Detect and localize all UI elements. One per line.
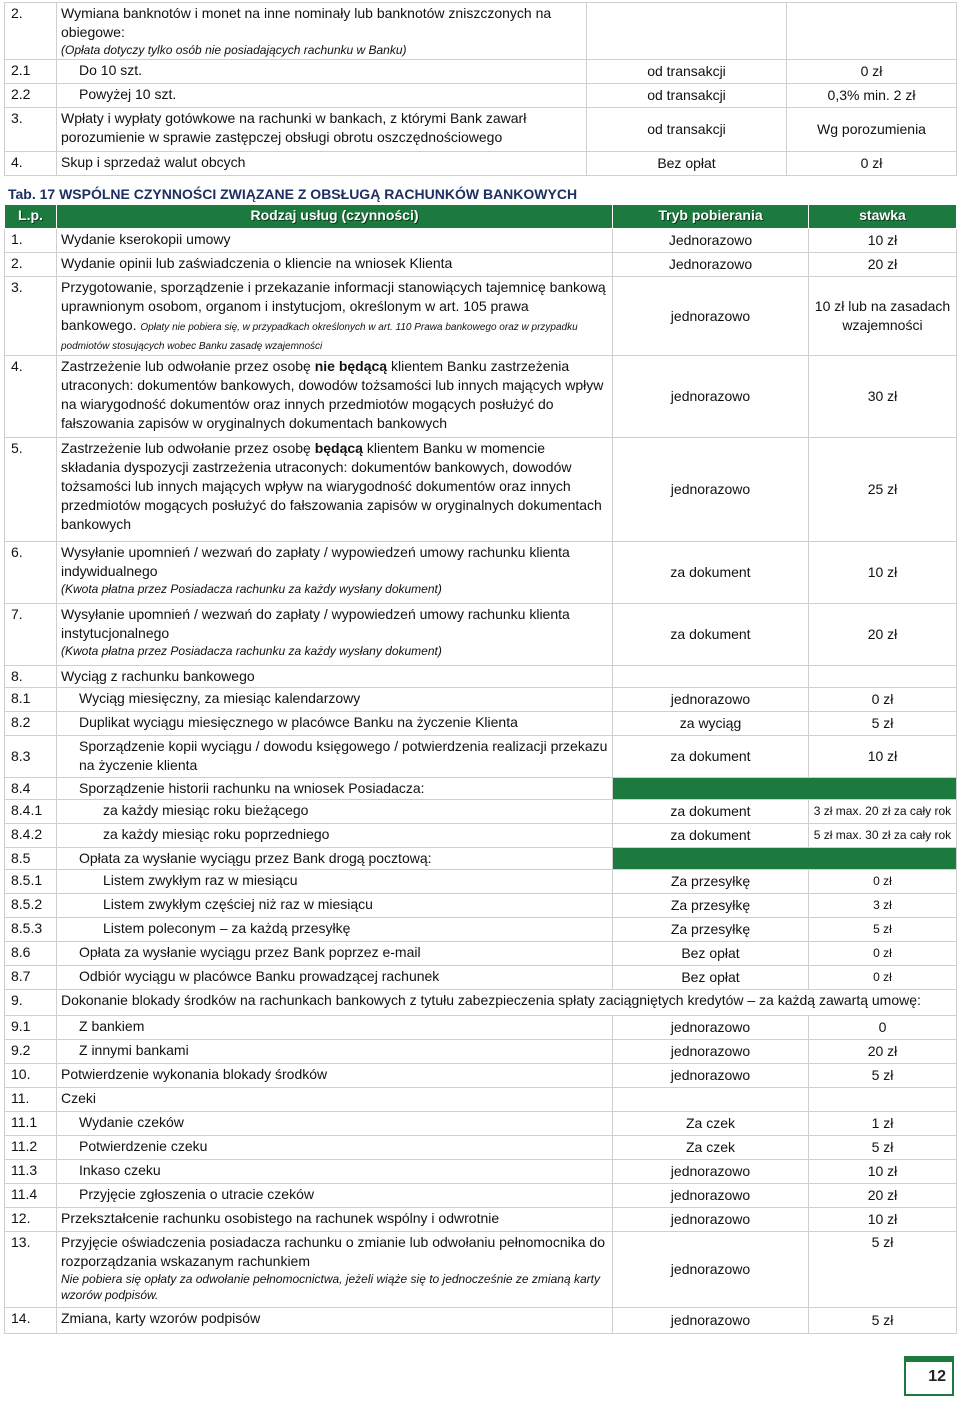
table-row (5, 688, 957, 712)
table-row (5, 1208, 957, 1232)
row-mode: jednorazowo (613, 1064, 809, 1088)
row-description: Duplikat wyciągu miesięcznego w placówce Banku na życzenie Klienta (57, 712, 613, 736)
row-description: Wymiana banknotów i monet na inne nominały lub banknotów zniszczonych na obiegowe: (Opłata dotyczy tylko osób nie posiadających rachunku w Banku) (57, 3, 587, 60)
row-number: 2.1 (5, 60, 57, 84)
row-mode: Bez opłat (587, 152, 787, 176)
row-number: 8.5 (5, 848, 57, 870)
row-mode: od transakcji (587, 108, 787, 152)
row-description: Listem zwykłym raz w miesiącu (57, 870, 613, 894)
row-rate: 10 zł (809, 1160, 957, 1184)
row-mode: Za przesyłkę (613, 894, 809, 918)
row-number: 8.7 (5, 966, 57, 990)
row-description: Opłata za wysłanie wyciągu przez Bank drogą pocztową: (57, 848, 613, 870)
row-rate: 5 zł (809, 1136, 957, 1160)
row-number: 11.1 (5, 1112, 57, 1136)
row-mode: od transakcji (587, 60, 787, 84)
table-row (5, 1160, 957, 1184)
row-number: 2. (5, 3, 57, 60)
row-mode: jednorazowo (613, 688, 809, 712)
row-number: 8.6 (5, 942, 57, 966)
row-rate: 0 zł (809, 942, 957, 966)
row-description: Do 10 szt. (57, 60, 587, 84)
row-mode: za dokument (613, 800, 809, 824)
row-description: Wyciąg miesięczny, za miesiąc kalendarzowy (57, 688, 613, 712)
row-mode: jednorazowo (613, 1232, 809, 1308)
row-description: Z innymi bankami (57, 1040, 613, 1064)
row-rate: 5 zł max. 30 zł za cały rok (809, 824, 957, 848)
row-number: 12. (5, 1208, 57, 1232)
row-number: 11.3 (5, 1160, 57, 1184)
table-row (5, 1184, 957, 1208)
row-description: Listem zwykłym częściej niż raz w miesiącu (57, 894, 613, 918)
row-rate: 30 zł (809, 356, 957, 438)
row-rate: 3 zł max. 20 zł za cały rok (809, 800, 957, 824)
row-number: 8.5.2 (5, 894, 57, 918)
table-row (5, 152, 957, 176)
row-description: Powyżej 10 szt. (57, 84, 587, 108)
row-description: Sporządzenie historii rachunku na wniosek Posiadacza: (57, 778, 613, 800)
row-description: Dokonanie blokady środków na rachunkach bankowych z tytułu zabezpieczenia spłaty zaciągniętych kredytów – za każdą zawartą umowę: (57, 990, 957, 1016)
row-number: 11. (5, 1088, 57, 1112)
row-description: Wpłaty i wypłaty gotówkowe na rachunki w bankach, z którymi Bank zawarł porozumienie w sprawie zastępczej obsługi obrotu oszczędnościowego (57, 108, 587, 152)
table-row (5, 1112, 957, 1136)
row-mode: Za czek (613, 1112, 809, 1136)
row-number: 3. (5, 277, 57, 356)
row-description: za każdy miesiąc roku poprzedniego (57, 824, 613, 848)
row-number: 7. (5, 604, 57, 666)
row-rate: 10 zł lub na zasadach wzajemności (809, 277, 957, 356)
row-number: 14. (5, 1308, 57, 1334)
table-row (5, 1308, 957, 1334)
table-row (5, 1136, 957, 1160)
row-rate: 5 zł (809, 1064, 957, 1088)
filler-cell (613, 778, 957, 800)
row-number: 2. (5, 253, 57, 277)
row-rate: 0 zł (787, 152, 957, 176)
row-rate: 0 zł (809, 688, 957, 712)
row-description: Zastrzeżenie lub odwołanie przez osobę nie będącą klientem Banku zastrzeżenia utraconych: dokumentów bankowych, dowodów tożsamości lub innych mających wpływ na wiarygodność dokumentów oraz innych przedmiotów mogących posłużyć do fałszowania zapisów w oryginalnych dokumentach bankowych (57, 356, 613, 438)
row-description: Przyjęcie zgłoszenia o utracie czeków (57, 1184, 613, 1208)
table-row (5, 277, 957, 356)
table-row (5, 848, 957, 870)
row-mode: Bez opłat (613, 942, 809, 966)
table-row (5, 438, 957, 542)
row-rate: 10 zł (809, 1208, 957, 1232)
row-description: Listem poleconym – za każdą przesyłkę (57, 918, 613, 942)
table-row (5, 3, 957, 60)
row-rate (787, 3, 957, 60)
row-rate: 0 zł (809, 870, 957, 894)
row-mode: jednorazowo (613, 1184, 809, 1208)
row-description: Opłata za wysłanie wyciągu przez Bank poprzez e-mail (57, 942, 613, 966)
row-number: 10. (5, 1064, 57, 1088)
row-number: 11.2 (5, 1136, 57, 1160)
row-mode: jednorazowo (613, 438, 809, 542)
row-number: 4. (5, 356, 57, 438)
table-row (5, 229, 957, 253)
row-number: 8.3 (5, 736, 57, 778)
row-mode: jednorazowo (613, 1016, 809, 1040)
header-desc: Rodzaj usług (czynności) (57, 205, 613, 229)
table-row (5, 918, 957, 942)
fees-table-continued (4, 2, 957, 176)
row-mode: Bez opłat (613, 966, 809, 990)
row-number: 3. (5, 108, 57, 152)
row-number: 8.4.1 (5, 800, 57, 824)
table-row (5, 870, 957, 894)
row-description: Wyciąg z rachunku bankowego (57, 666, 613, 688)
header-lp: L.p. (5, 205, 57, 229)
row-rate: 20 zł (809, 1184, 957, 1208)
table-row (5, 253, 957, 277)
table-row (5, 1016, 957, 1040)
row-description: Sporządzenie kopii wyciągu / dowodu księgowego / potwierdzenia realizacji przekazu na życzenie klienta (57, 736, 613, 778)
row-number: 9.2 (5, 1040, 57, 1064)
row-description: Inkaso czeku (57, 1160, 613, 1184)
row-description: Z bankiem (57, 1016, 613, 1040)
row-mode: Jednorazowo (613, 253, 809, 277)
filler-cell (613, 848, 957, 870)
table-row (5, 356, 957, 438)
row-description: Przyjęcie oświadczenia posiadacza rachunku o zmianie lub odwołaniu pełnomocnika do rozporządzania wskazanym rachunkiem Nie pobiera się opłaty za odwołanie pełnomocnictwa, jeżeli wiąże się to jednocześnie ze zmianą karty wzorów podpisów. (57, 1232, 613, 1308)
row-rate: 5 zł (809, 918, 957, 942)
table-row (5, 712, 957, 736)
row-mode: Za przesyłkę (613, 870, 809, 894)
table-row (5, 990, 957, 1016)
row-mode: jednorazowo (613, 1040, 809, 1064)
row-rate: 10 zł (809, 229, 957, 253)
row-number: 8.5.3 (5, 918, 57, 942)
row-description: za każdy miesiąc roku bieżącego (57, 800, 613, 824)
row-rate: 0 (809, 1016, 957, 1040)
table-row (5, 108, 957, 152)
row-mode: jednorazowo (613, 356, 809, 438)
table-row (5, 1040, 957, 1064)
row-description: Zastrzeżenie lub odwołanie przez osobę będącą klientem Banku w momencie składania dyspozycji zastrzeżenia utraconych: dokumentów bankowych, dowodów tożsamości lub innych mających wpływ na wiarygodność dokumentów oraz innych przedmiotów mogących posłużyć do fałszowania zapisów w oryginalnych dokumentach bankowych (57, 438, 613, 542)
table-row (5, 778, 957, 800)
row-description: Potwierdzenie wykonania blokady środków (57, 1064, 613, 1088)
row-number: 6. (5, 542, 57, 604)
header-rate: stawka (809, 205, 957, 229)
row-mode: jednorazowo (613, 1160, 809, 1184)
row-rate: 5 zł (809, 1232, 957, 1308)
table-row (5, 666, 957, 688)
row-description: Potwierdzenie czeku (57, 1136, 613, 1160)
table-row (5, 800, 957, 824)
table-row (5, 1064, 957, 1088)
row-mode: Za przesyłkę (613, 918, 809, 942)
row-rate: 20 zł (809, 604, 957, 666)
row-mode: Za czek (613, 1136, 809, 1160)
table-row (5, 1088, 957, 1112)
row-description: Zmiana, karty wzorów podpisów (57, 1308, 613, 1334)
row-description: Wydanie opinii lub zaświadczenia o kliencie na wniosek Klienta (57, 253, 613, 277)
row-description: Wysyłanie upomnień / wezwań do zapłaty / wypowiedzeń umowy rachunku klienta indywidualnego (Kwota płatna przez Posiadacza rachunku za każdy wysłany dokument) (57, 542, 613, 604)
fees-table-17 (4, 204, 957, 1334)
row-mode: za dokument (613, 736, 809, 778)
row-number: 11.4 (5, 1184, 57, 1208)
row-rate: 0 zł (787, 60, 957, 84)
row-description: Wysyłanie upomnień / wezwań do zapłaty / wypowiedzeń umowy rachunku klienta instytucjonalnego (Kwota płatna przez Posiadacza rachunku za każdy wysłany dokument) (57, 604, 613, 666)
row-rate: 10 zł (809, 736, 957, 778)
row-mode: za wyciąg (613, 712, 809, 736)
row-mode: jednorazowo (613, 1208, 809, 1232)
row-mode: Jednorazowo (613, 229, 809, 253)
row-number: 8.5.1 (5, 870, 57, 894)
row-rate: 20 zł (809, 253, 957, 277)
row-rate: 25 zł (809, 438, 957, 542)
row-description: Odbiór wyciągu w placówce Banku prowadzącej rachunek (57, 966, 613, 990)
row-rate: 0 zł (809, 966, 957, 990)
row-number: 4. (5, 152, 57, 176)
row-description: Wydanie kserokopii umowy (57, 229, 613, 253)
page-number: 12 (904, 1356, 954, 1396)
row-rate: 20 zł (809, 1040, 957, 1064)
table-header (5, 205, 957, 229)
table-row (5, 966, 957, 990)
row-description: Wydanie czeków (57, 1112, 613, 1136)
table-row (5, 824, 957, 848)
table-row (5, 604, 957, 666)
row-rate: 1 zł (809, 1112, 957, 1136)
row-number: 2.2 (5, 84, 57, 108)
row-description: Przygotowanie, sporządzenie i przekazanie informacji stanowiących tajemnicę bankową uprawnionym osobom, organom i instytucjom, określonym w art. 105 prawa bankowego. Opłaty nie pobiera się, w przypadkach określonych w art. 110 Prawa bankowego oraz w przypadku podmiotów stosujących wobec Banku zasadę wzajemności (57, 277, 613, 356)
row-rate: 5 zł (809, 712, 957, 736)
table-row (5, 942, 957, 966)
row-rate: Wg porozumienia (787, 108, 957, 152)
table-row (5, 84, 957, 108)
header-mode: Tryb pobierania (613, 205, 809, 229)
row-number: 13. (5, 1232, 57, 1308)
row-number: 8.4.2 (5, 824, 57, 848)
row-rate: 3 zł (809, 894, 957, 918)
row-number: 8.2 (5, 712, 57, 736)
row-number: 8.4 (5, 778, 57, 800)
row-mode: za dokument (613, 824, 809, 848)
row-description: Przekształcenie rachunku osobistego na rachunek wspólny i odwrotnie (57, 1208, 613, 1232)
table-row (5, 736, 957, 778)
table-row (5, 894, 957, 918)
row-number: 1. (5, 229, 57, 253)
table-row (5, 542, 957, 604)
row-number: 9. (5, 990, 57, 1016)
row-number: 5. (5, 438, 57, 542)
table-row (5, 60, 957, 84)
row-mode: za dokument (613, 604, 809, 666)
table-title: Tab. 17 WSPÓLNE CZYNNOŚCI ZWIĄZANE Z OBSŁUGĄ RACHUNKÓW BANKOWYCH (8, 186, 578, 202)
row-rate: 0,3% min. 2 zł (787, 84, 957, 108)
table-row (5, 1232, 957, 1308)
row-mode: jednorazowo (613, 1308, 809, 1334)
row-description: Skup i sprzedaż walut obcych (57, 152, 587, 176)
row-mode: od transakcji (587, 84, 787, 108)
row-rate: 5 zł (809, 1308, 957, 1334)
row-rate: 10 zł (809, 542, 957, 604)
row-mode: za dokument (613, 542, 809, 604)
row-number: 8.1 (5, 688, 57, 712)
row-number: 8. (5, 666, 57, 688)
row-mode (587, 3, 787, 60)
row-number: 9.1 (5, 1016, 57, 1040)
row-mode: jednorazowo (613, 277, 809, 356)
row-description: Czeki (57, 1088, 613, 1112)
